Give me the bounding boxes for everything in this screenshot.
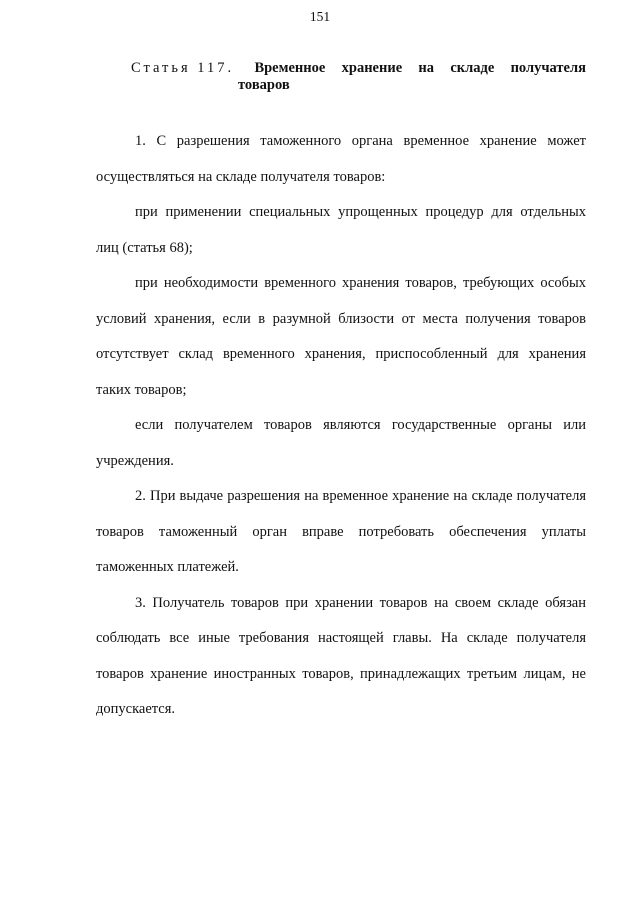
article-body (96, 124, 586, 728)
article-title-word: хранение (341, 60, 403, 76)
paragraph-1-item-2: при необходимости временного хранения товаров, требующих особых условий хранения, если в разумной близости от места получения товаров отсутствует склад временного хранения, приспособленный для хранения таких товаров; (96, 275, 586, 398)
article-title-word: на (418, 60, 435, 76)
paragraph-1-item-3: если получателем товаров являются государственные органы или учреждения. (96, 417, 586, 469)
article-title-word: получателя (510, 60, 586, 76)
article-heading-line-1 (131, 60, 586, 77)
article-title-word: складе (450, 60, 495, 76)
paragraph-1-item-1: при применении специальных упрощенных процедур для отдельных лиц (статья 68); (96, 204, 586, 256)
article-title-word: Временное (254, 60, 326, 76)
article-label: Статья 117. (131, 60, 235, 76)
article-title-line-2: товаров (238, 77, 290, 93)
page-number: 151 (309, 9, 331, 24)
paragraph-2: 2. При выдаче разрешения на временное хранение на складе получателя товаров таможенный орган вправе потребовать обеспечения уплаты таможенных платежей. (96, 488, 586, 575)
paragraph-3: 3. Получатель товаров при хранении товаров на своем складе обязан соблюдать все иные требования настоящей главы. На складе получателя товаров хранение иностранных товаров, принадлежащих третьим лицам, не допускается. (96, 594, 586, 717)
article-heading (131, 60, 586, 94)
paragraph-1: 1. С разрешения таможенного органа временное хранение может осуществляться на складе получателя товаров: (96, 133, 586, 185)
